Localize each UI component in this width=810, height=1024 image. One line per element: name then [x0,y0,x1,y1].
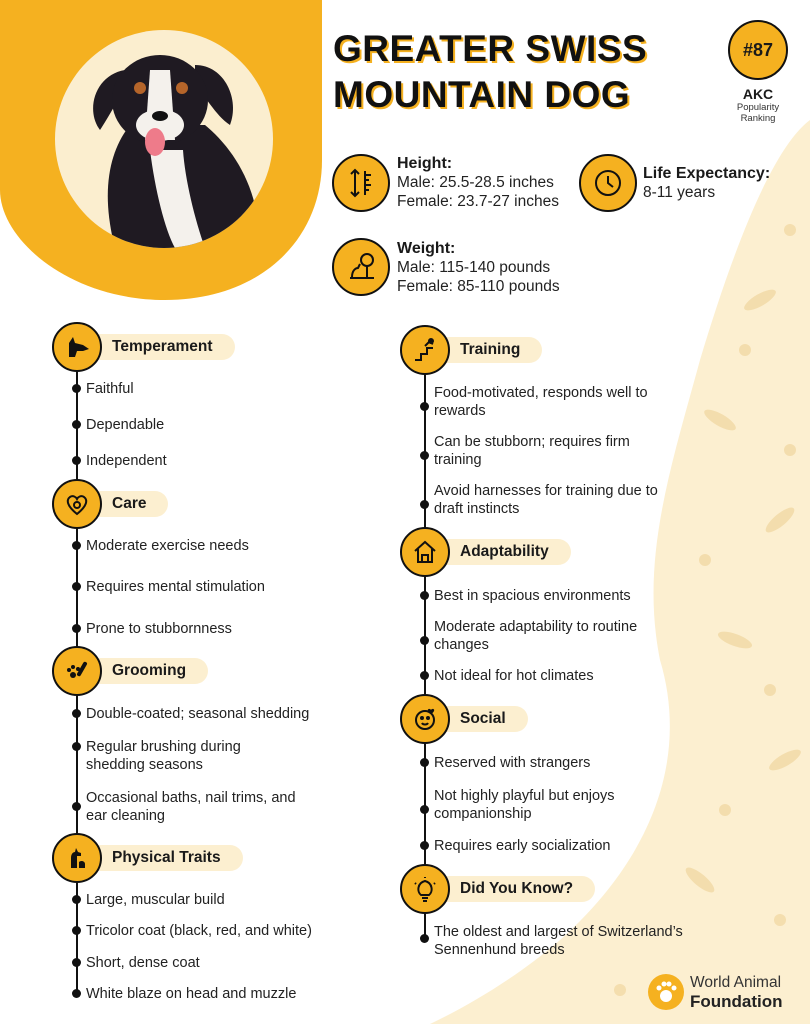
bullet-dot [72,802,81,811]
list-item: Can be stubborn; requires firm training [434,434,630,468]
bullet-dot [420,591,429,600]
height-female: Female: 23.7-27 inches [397,193,559,210]
bullet-dot [72,926,81,935]
list-item: Prone to stubbornness [86,621,232,637]
bullet-dot [72,384,81,393]
list-item: Not highly playful but enjoys companionship [434,788,615,822]
dog-portrait [55,30,273,248]
bullet-dot [420,500,429,509]
lightbulb-icon [400,864,450,914]
dog-silhouette-icon [52,833,102,883]
life-value: 8-11 years [643,184,716,201]
section-training-title: Training [430,337,542,363]
list-item: Moderate exercise needs [86,538,249,554]
bullet-dot [420,934,429,943]
paw-logo-icon [648,974,684,1010]
list-item: Requires mental stimulation [86,579,265,595]
rank-badge: #87 [728,20,788,80]
list-item: Tricolor coat (black, red, and white) [86,923,312,939]
dog-house-icon [400,527,450,577]
rank-label-line-2: Ranking [740,113,776,124]
bullet-dot [72,958,81,967]
bullet-dot [420,805,429,814]
social-dog-icon [400,694,450,744]
bullet-dot [72,624,81,633]
list-item: Food-motivated, responds well to rewards [434,385,648,419]
bullet-dot [420,841,429,850]
ruler-arrows-icon [332,154,390,212]
weight-male: Male: 115-140 pounds [397,259,551,276]
bullet-dot [72,709,81,718]
logo-text-line-2: Foundation [690,992,783,1011]
bullet-dot [420,758,429,767]
clock-icon [579,154,637,212]
right-timeline [424,352,426,938]
page-title [333,26,693,118]
list-item: Dependable [86,417,165,433]
bullet-dot [420,636,429,645]
section-physical-traits-title: Physical Traits [82,845,243,871]
section-care-title: Care [82,491,168,517]
training-icon [400,325,450,375]
list-item: Occasional baths, nail trims, and ear cleaning [86,790,296,824]
weight-female: Female: 85-110 pounds [397,278,560,295]
bullet-dot [420,402,429,411]
bullet-dot [72,582,81,591]
bullet-dot [72,420,81,429]
title-line-1: GREATER SWISS [333,28,648,69]
life-heading: Life Expectancy: [643,165,771,182]
list-item: Moderate adaptability to routine changes [434,619,638,653]
section-grooming-title: Grooming [82,658,208,684]
section-adaptability-title: Adaptability [430,539,571,565]
title-line-2: MOUNTAIN DOG [333,74,631,115]
bullet-dot [72,895,81,904]
list-item: Large, muscular build [86,892,225,908]
rank-org: AKC [742,86,774,102]
list-item: Reserved with strangers [434,755,591,771]
bullet-dot [420,671,429,680]
section-temperament-title: Temperament [82,334,235,360]
section-did-you-know-title: Did You Know? [430,876,595,902]
list-item: Not ideal for hot climates [434,668,594,684]
logo-text-line-1: World Animal [690,974,782,991]
rank-label [718,102,798,124]
dog-head-icon [52,322,102,372]
list-item: Independent [86,453,167,469]
bullet-dot [420,451,429,460]
heart-paw-icon [52,479,102,529]
list-item: Short, dense coat [86,955,200,971]
bullet-dot [72,541,81,550]
list-item: Double-coated; seasonal shedding [86,706,310,722]
grooming-icon [52,646,102,696]
bullet-dot [72,989,81,998]
scale-icon [332,238,390,296]
list-item: Best in spacious environments [434,588,631,604]
list-item: Faithful [86,381,134,397]
bullet-dot [72,456,81,465]
height-male: Male: 25.5-28.5 inches [397,174,554,191]
section-social-title: Social [430,706,528,732]
height-heading: Height: [397,155,453,172]
list-item: White blaze on head and muzzle [86,986,297,1002]
list-item: The oldest and largest of Switzerland’s Sennenhund breeds [434,924,683,958]
list-item: Avoid harnesses for training due to draft instincts [434,483,658,517]
list-item: Regular brushing during shedding seasons [86,739,241,773]
list-item: Requires early socialization [434,838,611,854]
rank-label-line-1: Popularity [736,102,780,113]
bullet-dot [72,742,81,751]
weight-heading: Weight: [397,240,456,257]
